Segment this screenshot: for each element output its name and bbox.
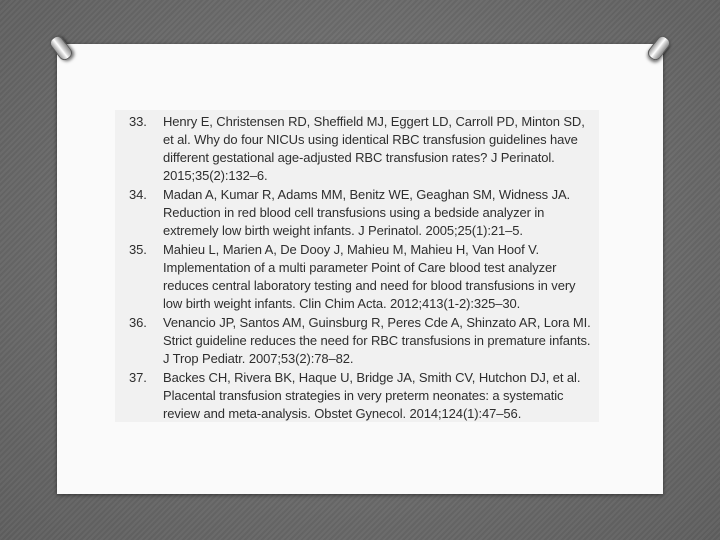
reference-item [115,241,599,313]
reference-item [115,113,599,185]
reference-number: 33. [129,114,147,129]
reference-text: Henry E, Christensen RD, Sheffield MJ, Eggert LD, Carroll PD, Minton SD, et al. Why do four NICUs using identical RBC transfusion guidelines have different gestational age-adjusted RBC transfusion rates? J Perinatol. 2015;35(2):132–6. [163,114,585,183]
reference-number: 34. [129,187,147,202]
reference-item [115,314,599,368]
reference-text: Venancio JP, Santos AM, Guinsburg R, Peres Cde A, Shinzato AR, Lora MI. Strict guideline reduces the need for RBC transfusions in premature infants. J Trop Pediatr. 2007;53(2):78–82. [163,315,591,366]
reference-text: Madan A, Kumar R, Adams MM, Benitz WE, Geaghan SM, Widness JA. Reduction in red blood cell transfusions using a bedside analyzer in extremely low birth weight infants. J Perinatol. 2005;25(1):21–5. [163,187,571,238]
reference-number: 35. [129,242,147,257]
reference-list-image [115,110,599,422]
reference-item [115,369,599,423]
reference-text: Backes CH, Rivera BK, Haque U, Bridge JA, Smith CV, Hutchon DJ, et al. Placental transfusion strategies in very preterm neonates: a systematic review and meta-analysis. Obstet Gynecol. 2014;124(1):47–56. [163,370,581,421]
reference-list [115,113,599,424]
reference-text: Mahieu L, Marien A, De Dooy J, Mahieu M, Mahieu H, Van Hoof V. Implementation of a multi parameter Point of Care blood test analyzer reduces central laboratory testing and need for blood transfusions in very low birth weight infants. Clin Chim Acta. 2012;413(1-2):325–30. [163,242,576,311]
reference-item [115,186,599,240]
reference-number: 37. [129,370,147,385]
reference-number: 36. [129,315,147,330]
